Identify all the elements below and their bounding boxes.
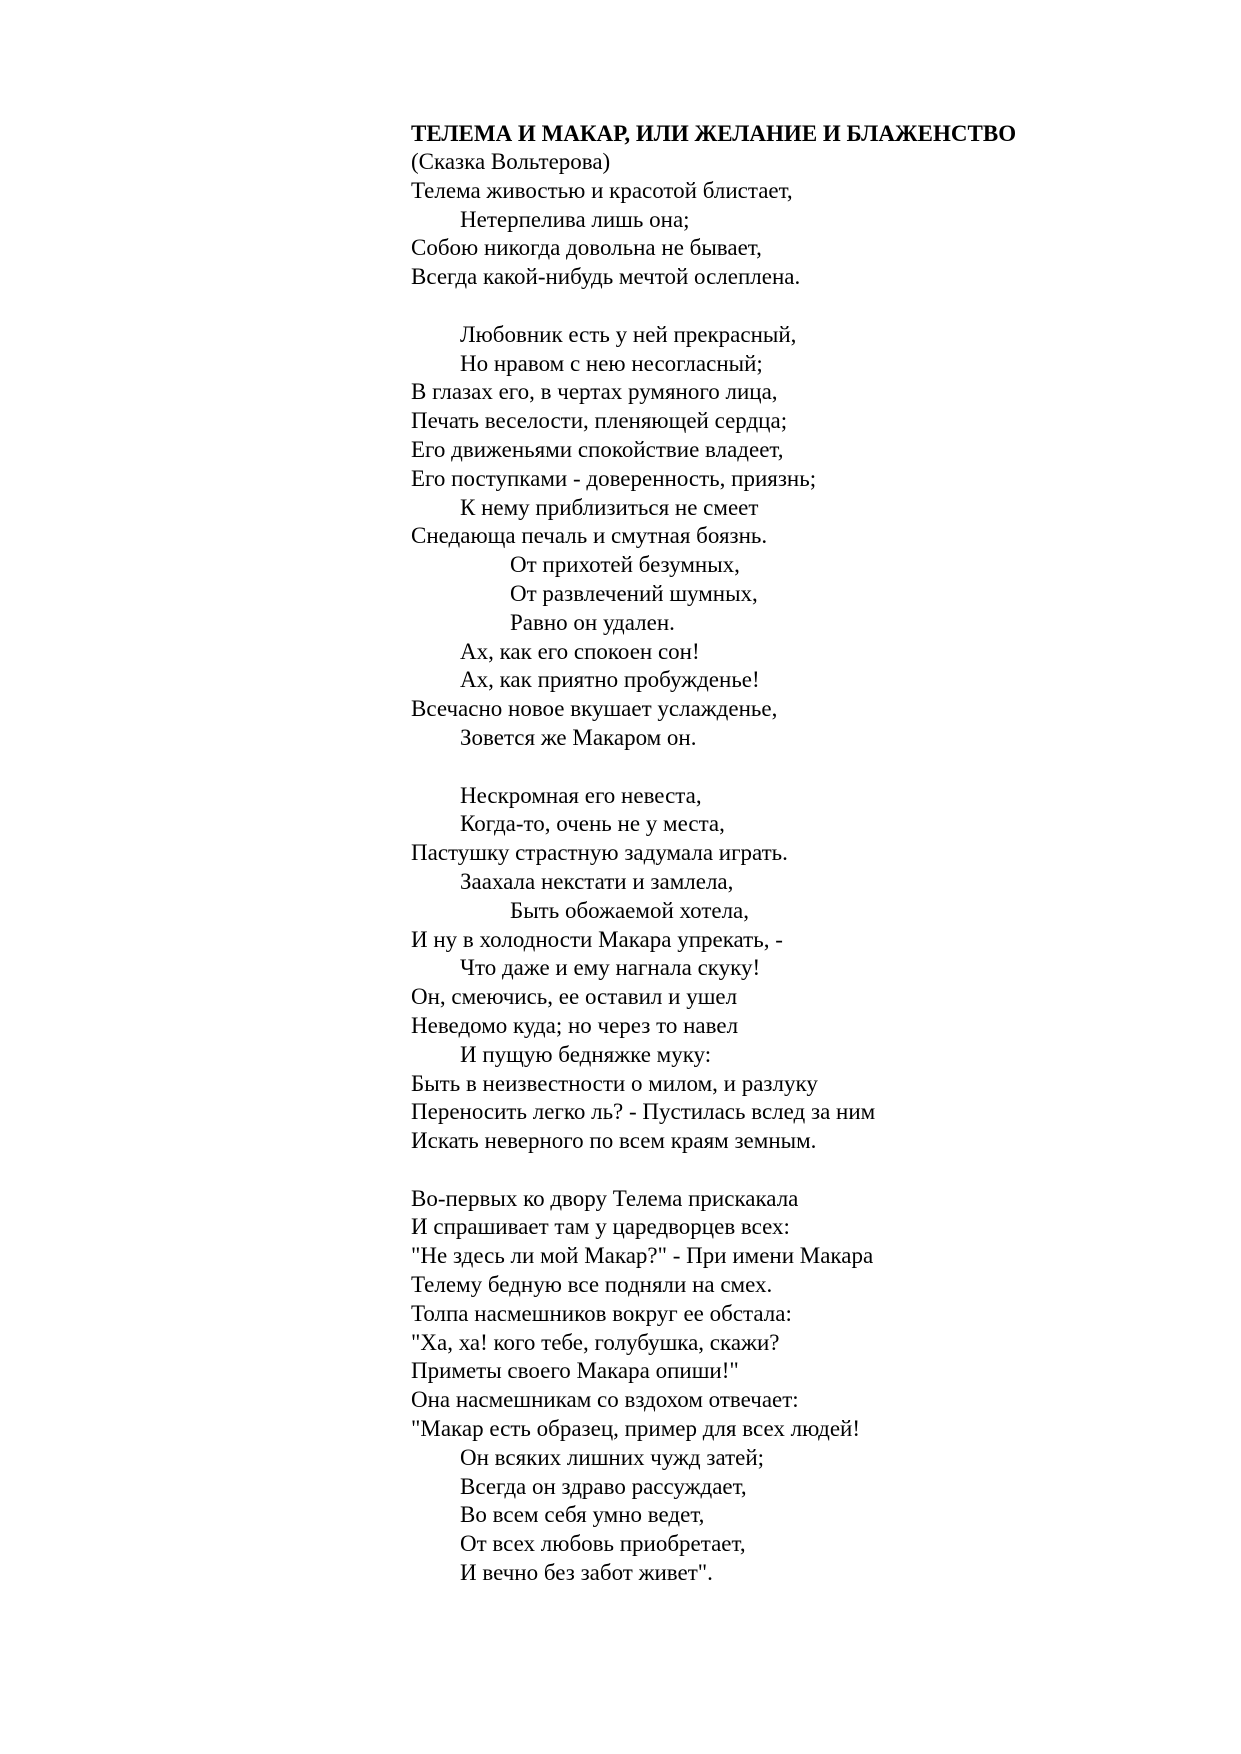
poem-line: И вечно без забот живет". bbox=[460, 1560, 713, 1586]
poem-line: Телему бедную все подняли на смех. bbox=[411, 1272, 773, 1298]
poem-line: Он, смеючись, ее оставил и ушел bbox=[411, 984, 738, 1010]
poem-line: "Макар есть образец, пример для всех людей! bbox=[411, 1416, 861, 1442]
poem-line: Быть обожаемой хотела, bbox=[510, 897, 750, 923]
poem-line: Но нравом с нею несогласный; bbox=[460, 350, 763, 376]
poem-line: И пущую бедняжке муку: bbox=[460, 1041, 712, 1067]
poem-line: Печать веселости, пленяющей сердца; bbox=[411, 408, 788, 434]
poem-line: Его поступками - доверенность, приязнь; bbox=[411, 465, 817, 491]
poem-subtitle: (Сказка Вольтерова) bbox=[411, 149, 611, 174]
poem-stanza bbox=[411, 782, 1211, 1156]
poem-title: ТЕЛЕМА И МАКАР, ИЛИ ЖЕЛАНИЕ И БЛАЖЕНСТВО bbox=[411, 121, 1017, 146]
poem-line: И ну в холодности Макара упрекать, - bbox=[411, 926, 783, 952]
poem-line: Пастушку страстную задумала играть. bbox=[411, 840, 788, 866]
poem-body bbox=[411, 177, 1211, 1588]
poem-line: В глазах его, в чертах румяного лица, bbox=[411, 379, 778, 405]
poem-line: Неведомо куда; но через то навел bbox=[411, 1012, 739, 1038]
poem-line: Приметы своего Макара опиши!" bbox=[411, 1358, 739, 1384]
poem-line: Всегда какой-нибудь мечтой ослеплена. bbox=[411, 264, 801, 290]
poem-stanza bbox=[411, 321, 1211, 753]
poem-line: Любовник есть у ней прекрасный, bbox=[460, 321, 797, 347]
poem-line: Когда-то, очень не у места, bbox=[460, 811, 725, 837]
poem-line: Толпа насмешников вокруг ее обстала: bbox=[411, 1300, 792, 1326]
poem-line: И спрашивает там у царедворцев всех: bbox=[411, 1214, 790, 1240]
poem-line: От всех любовь приобретает, bbox=[460, 1531, 746, 1557]
poem-line: "Ха, ха! кого тебе, голубушка, скажи? bbox=[411, 1329, 780, 1355]
poem-line: Во всем себя умно ведет, bbox=[460, 1502, 705, 1528]
poem-line: Нетерпелива лишь она; bbox=[460, 206, 690, 232]
poem-line: Нескромная его невеста, bbox=[460, 782, 702, 808]
poem-line: Собою никогда довольна не бывает, bbox=[411, 235, 762, 261]
poem-line: Заахала некстати и замлела, bbox=[460, 868, 734, 894]
poem-line: Она насмешникам со вздохом отвечает: bbox=[411, 1387, 799, 1413]
document-page bbox=[411, 120, 1211, 1617]
poem-line: Быть в неизвестности о милом, и разлуку bbox=[411, 1070, 818, 1096]
poem-line: Во-первых ко двору Телема прискакала bbox=[411, 1185, 799, 1211]
poem-line: Всечасно новое вкушает услажденье, bbox=[411, 696, 778, 722]
poem-line: Снедающа печаль и смутная боязнь. bbox=[411, 523, 768, 549]
poem-line: Телема живостью и красотой блистает, bbox=[411, 177, 793, 203]
poem-line: От прихотей безумных, bbox=[510, 552, 740, 578]
poem-line: Всегда он здраво рассуждает, bbox=[460, 1473, 747, 1499]
poem-stanza bbox=[411, 1185, 1211, 1588]
poem-line: Его движеньями спокойствие владеет, bbox=[411, 436, 784, 462]
poem-line: К нему приблизиться не смеет bbox=[460, 494, 759, 520]
poem-line: Зовется же Макаром он. bbox=[460, 724, 697, 750]
poem-line: Переносить легко ль? - Пустилась вслед за ним bbox=[411, 1099, 876, 1125]
poem-line: "Не здесь ли мой Макар?" - При имени Макара bbox=[411, 1243, 874, 1269]
poem-line: Искать неверного по всем краям земным. bbox=[411, 1128, 817, 1154]
poem-stanza bbox=[411, 177, 1211, 292]
poem-line: Ах, как приятно пробужденье! bbox=[460, 667, 760, 693]
poem-line: Равно он удален. bbox=[510, 609, 675, 635]
poem-line: Что даже и ему нагнала скуку! bbox=[460, 955, 761, 981]
poem-line: Ах, как его спокоен сон! bbox=[460, 638, 700, 664]
poem-line: От развлечений шумных, bbox=[510, 580, 758, 606]
poem-line: Он всяких лишних чужд затей; bbox=[460, 1444, 765, 1470]
